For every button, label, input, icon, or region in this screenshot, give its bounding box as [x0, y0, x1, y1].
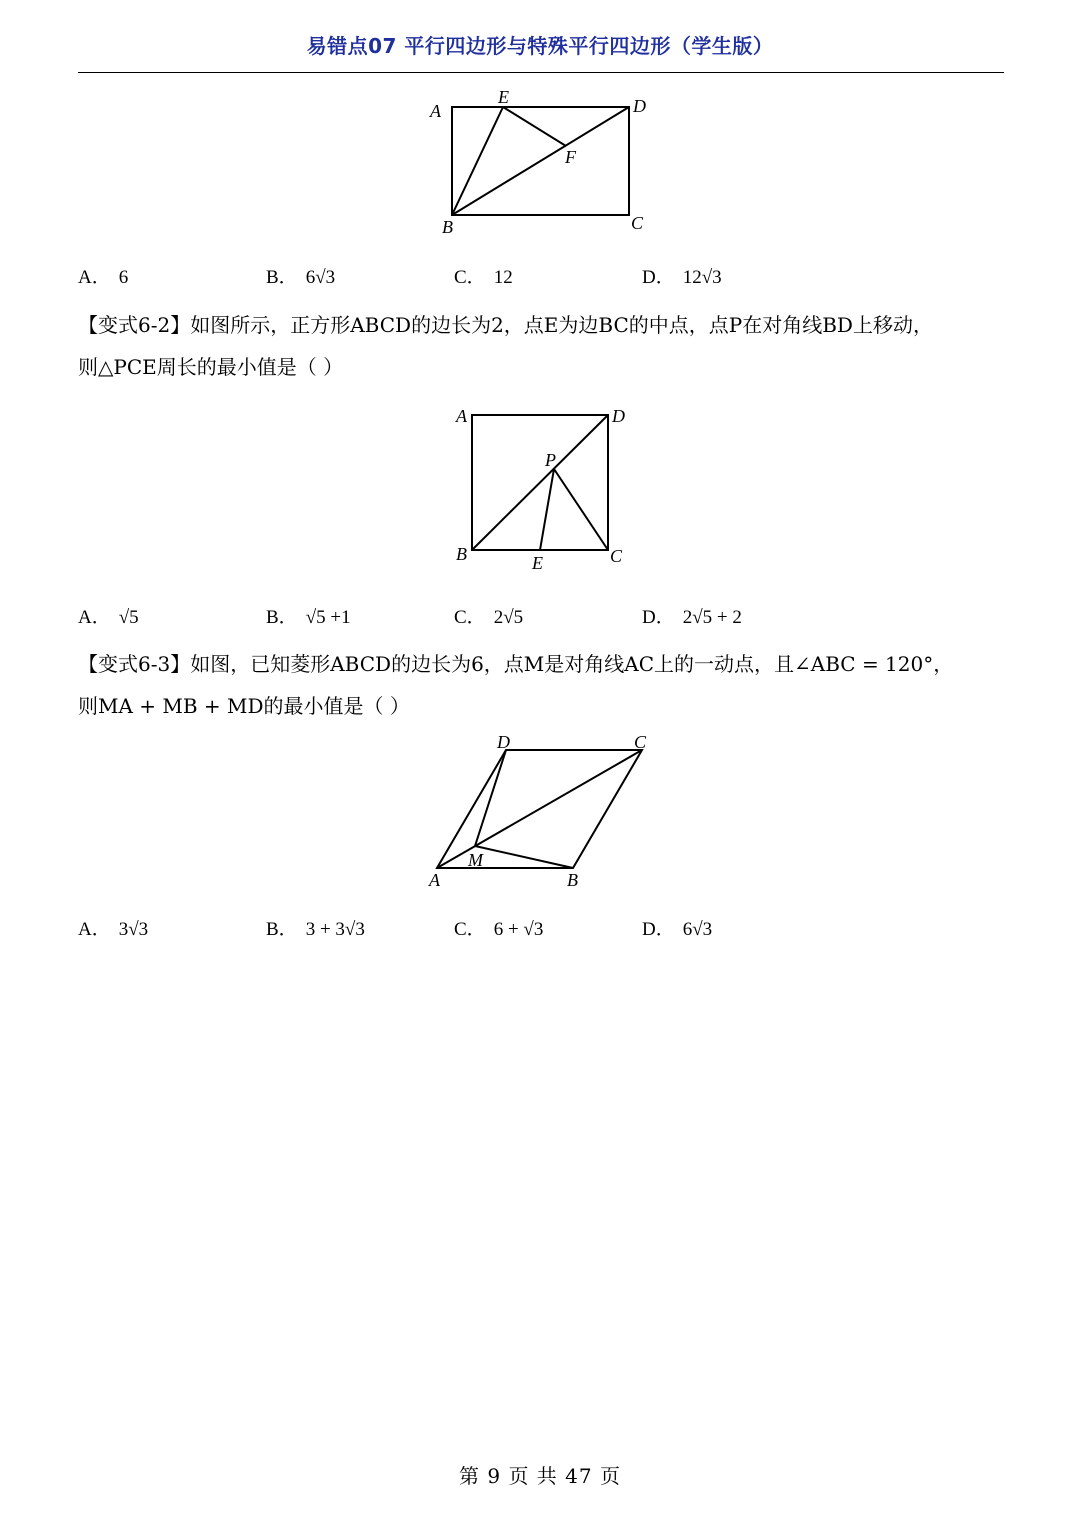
page-header-title: 易错点07 平行四边形与特殊平行四边形（学生版） — [306, 34, 774, 58]
label-a: A — [430, 101, 441, 121]
question-6-3-line1 — [78, 643, 1008, 685]
question-6-2-line2: 则△PCE周长的最小值是（ ） — [78, 355, 344, 379]
option-a-key: A． — [78, 607, 111, 628]
figure-square-abcd — [450, 400, 640, 575]
label-d: D — [612, 406, 625, 426]
figure-rectangle-abcd — [420, 85, 660, 240]
option-d-value: 2√5 + 2 — [682, 607, 742, 628]
option-d[interactable] — [642, 914, 712, 941]
option-c-value: 2√5 — [493, 607, 524, 628]
option-b-key: B． — [266, 607, 298, 628]
label-c: C — [634, 732, 647, 752]
option-c-key: C． — [454, 919, 486, 940]
question-6-2-text: 如图所示，正方形ABCD的边长为2，点E为边BC的中点，点P在对角线BD上移动， — [190, 313, 933, 337]
page-footer: 第 9 页 共 47 页 — [459, 1464, 621, 1488]
option-a-value: 3√3 — [118, 919, 149, 940]
option-d-key: D． — [642, 919, 675, 940]
option-b-key: B． — [266, 267, 298, 288]
option-a-value: √5 — [118, 607, 139, 628]
option-c[interactable] — [454, 914, 543, 941]
question-6-3-text: 如图，已知菱形ABCD的边长为6，点M是对角线AC上的一动点，且∠ABC = 120°， — [190, 652, 954, 676]
option-d-key: D． — [642, 267, 675, 288]
option-b-value: 3 + 3√3 — [305, 919, 365, 940]
option-b-key: B． — [266, 919, 298, 940]
question3-options — [78, 914, 1008, 944]
option-c[interactable] — [454, 602, 523, 629]
question-6-2-tag: 【变式6-2】 — [78, 313, 191, 337]
question-6-3-line2: 则MA + MB + MD的最小值是（ ） — [78, 694, 410, 718]
option-c[interactable] — [454, 262, 513, 289]
label-f: F — [565, 147, 576, 167]
option-a-key: A． — [78, 919, 111, 940]
segment-bd — [472, 415, 608, 550]
option-b[interactable] — [266, 262, 335, 289]
label-a: A — [456, 406, 467, 426]
option-a[interactable] — [78, 914, 148, 941]
option-c-key: C． — [454, 267, 486, 288]
question-6-3 — [78, 643, 1008, 727]
option-c-value: 6 + √3 — [493, 919, 544, 940]
figure-rhombus-abcd — [420, 730, 670, 890]
segment-ef — [503, 107, 566, 146]
label-b: B — [442, 217, 453, 237]
label-m: M — [468, 850, 483, 870]
question-6-3-tag: 【变式6-3】 — [78, 652, 191, 676]
option-b[interactable] — [266, 602, 351, 629]
label-c: C — [631, 213, 644, 233]
question1-options — [78, 262, 1008, 292]
label-b: B — [567, 870, 578, 890]
option-d-key: D． — [642, 607, 675, 628]
label-e: E — [498, 87, 509, 107]
question-6-2 — [78, 304, 1008, 388]
label-e: E — [532, 553, 543, 573]
option-a[interactable] — [78, 262, 128, 289]
label-b: B — [456, 544, 467, 564]
option-b-value: √5 +1 — [305, 607, 351, 628]
label-p: P — [545, 450, 556, 470]
option-d[interactable] — [642, 602, 742, 629]
option-b-value: 6√3 — [305, 267, 336, 288]
option-c-value: 12 — [493, 267, 513, 288]
option-a-key: A． — [78, 267, 111, 288]
segment-mb — [475, 846, 573, 868]
option-d-value: 6√3 — [682, 919, 713, 940]
option-d-value: 12√3 — [682, 267, 722, 288]
option-b[interactable] — [266, 914, 365, 941]
question-6-2-line1 — [78, 304, 1008, 346]
option-a[interactable] — [78, 602, 139, 629]
label-d: D — [497, 732, 510, 752]
option-a-value: 6 — [118, 267, 129, 288]
segment-pc — [554, 469, 608, 550]
label-a: A — [429, 870, 440, 890]
question2-options — [78, 602, 1008, 632]
label-d: D — [633, 96, 646, 116]
option-d[interactable] — [642, 262, 722, 289]
label-c: C — [610, 546, 623, 566]
header-divider — [78, 72, 1004, 73]
option-c-key: C． — [454, 607, 486, 628]
